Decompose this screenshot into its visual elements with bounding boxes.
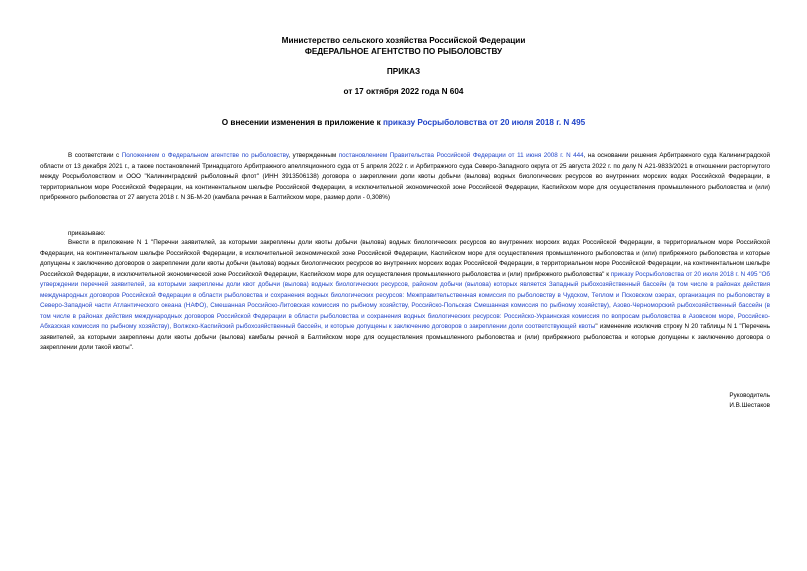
preamble-text-3: , на основании решения Арбитражного суда Калининградской области от 13 декабря 2021 г., а также постановлений Тринадцатого Арбитражного апелляционного суда от 5 апреля 2022 г. и Арбитражного суда Северо-Западного округа от 25 августа 2022 г. по делу N А21-9833/2021 в отношении расторгнутого между Росрыболовством и ООО "Калининградский рыболовный флот" (ИНН 3913506138) договора о закреплении доли квоты добычи (вылова) водных биологических ресурсов во внутренних морских водах Российской Федерации, в территориальном море Российской Федерации, на континентальном шельфе Российской Федерации, в исключительной экономической зоне Российской Федерации, Каспийском море для осуществления промышленного рыболовства и (или) прибрежного рыболовства от 27 августа 2018 г. N 3Б-М-20 (камбала речная в Балтийском море, размер доли - 0,308%) — [40, 152, 770, 201]
preamble-text-1: В соответствии с — [68, 152, 122, 159]
ministry-name: Министерство сельского хозяйства Российской Федерации — [281, 36, 526, 45]
title-order-link[interactable]: приказу Росрыболовства от 20 июля 2018 г. N 495 — [382, 118, 586, 127]
document-date-number: от 17 октября 2022 года N 604 — [343, 87, 464, 96]
government-decree-link[interactable]: постановлением Правительства Российской Федерации от 11 июня 2008 г. N 444 — [338, 152, 584, 159]
order-text-1: Внести в приложение N 1 "Перечни заявителей, за которыми закреплены доли квоты добычи (вылова) водных биологических ресурсов во внутренних морских водах Российской Федерации, в территориальном море Российской Федерации, на континентальном шельфе Российской Федерации, в исключительной экономической зоне Российской Федерации, Каспийском море для осуществления промышленного рыболовства и (или) прибрежного рыболовства и которые допущены к заключению договоров о закреплении доли квоты добычи (вылова) водных биологических ресурсов во внутренних морских водах Российской Федерации, в территориальном море Российской Федерации, на континентальном шельфе Российской Федерации, в исключительной экономической зоне Российской Федерации, Каспийском море для осуществления промышленного рыболовства и (или) прибрежного рыболовства" к — [40, 239, 770, 278]
order-495-link[interactable]: приказу Росрыболовства от 20 июля 2018 г. N 495 "Об утверждении перечней заявителей, за которыми закреплены доли квот добычи (вылова) водных биологических ресурсов, районом добычи (вылова) которых является Западный рыбохозяйственный бассейн (в том числе в районах действия международных договоров Российской Федерации в области рыболовства и сохранения водных биологических ресурсов: Межправительственная комиссия по рыболовству в Чудском, Теплом и Псковском озерах, организация по рыболовству в Северо-Западной части Атлантического океана (НАФО), Смешанная Российско-Литовская комиссия по рыбному хозяйству, Российско-Польская Смешанная комиссия по рыбному хозяйству), Азово-Черноморский рыбохозяйственный бассейн (в том числе в районах действия международных договоров Российской Федерации в области рыболовства и сохранения водных биологических ресурсов: Российско-Украинская комиссия по вопросам рыболовства в Азовском море, Российско-Абхазская комиссия по рыбному хозяйству), Волжско-Каспийский рыбохозяйственный бассейн, и которые допущены к заключению договоров о закреплении доли соответствующей квоты — [40, 270, 770, 330]
preamble-paragraph — [40, 151, 770, 204]
signatory-name: И.В.Шестаков — [729, 402, 770, 409]
document-type: ПРИКАЗ — [386, 67, 421, 76]
title-text: О внесении изменения в приложение к — [221, 118, 383, 127]
document-title — [0, 117, 807, 128]
preamble-text-2: , утвержденным — [288, 152, 339, 159]
order-word: приказываю: — [68, 230, 106, 237]
order-paragraph — [40, 238, 770, 354]
regulation-link[interactable]: Положением о Федеральном агентстве по рыболовству — [121, 152, 289, 159]
order-text-2: " изменение исключив строку N 20 таблицы N 1 "Перечень заявителей, за которыми закреплены доли квоты добычи (вылова) камбалы речной в Балтийском море для осуществления промышленного рыболовства и (или) прибрежного рыболовства и которые допущены к заключению договора о закреплении доли такой квоты". — [40, 323, 770, 351]
agency-name: ФЕДЕРАЛЬНОЕ АГЕНТСТВО ПО РЫБОЛОВСТВУ — [304, 47, 503, 56]
signatory-role: Руководитель — [729, 392, 770, 399]
